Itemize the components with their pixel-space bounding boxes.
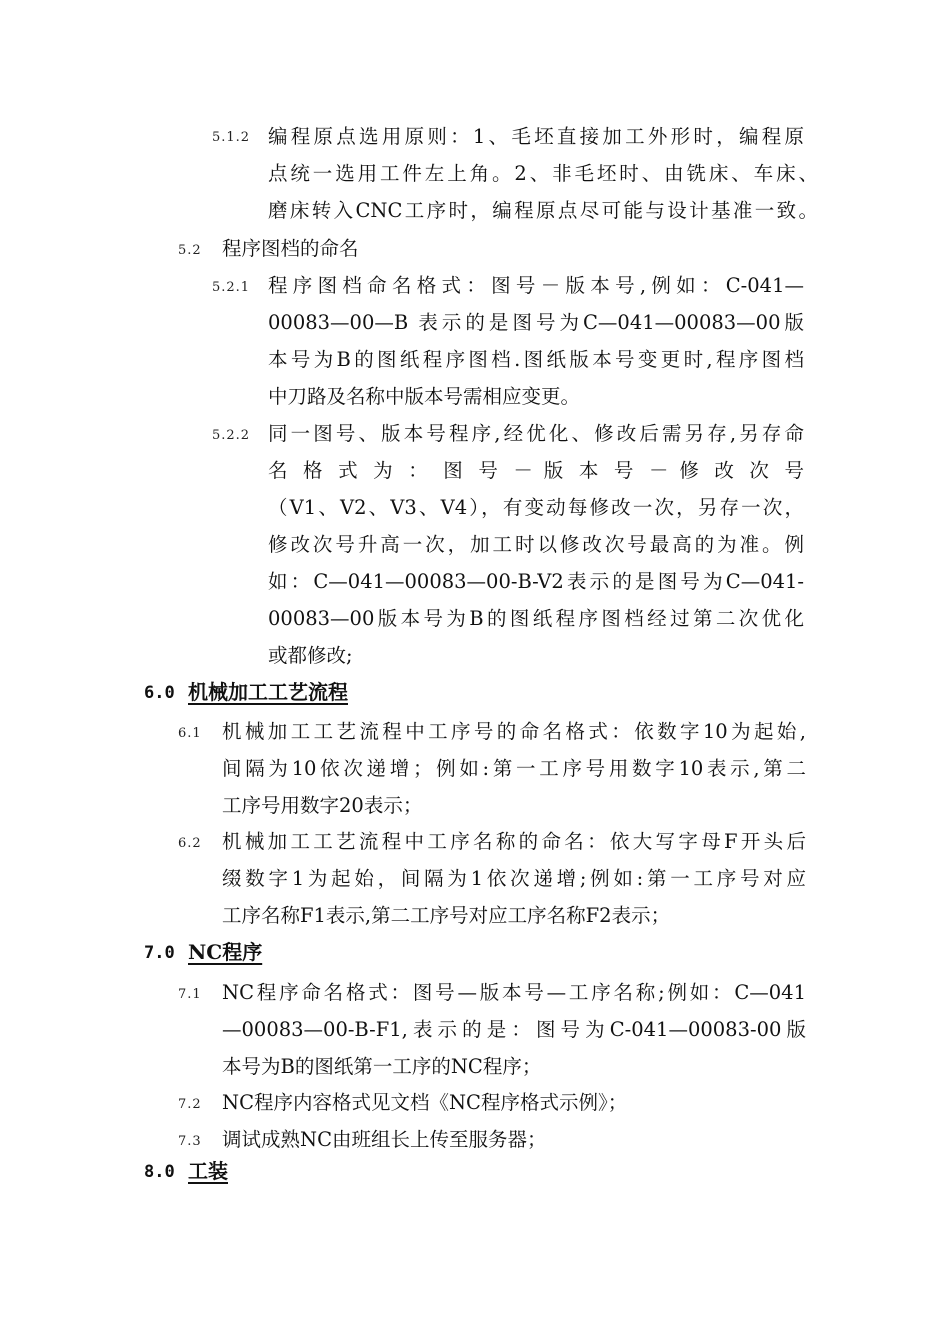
clause-number-5-2-2: 5.2.2 — [212, 428, 251, 443]
clause-number-6-1: 6.1 — [178, 726, 202, 741]
clause-6-2-line-1: 机械加工工艺流程中工序名称的命名：依大写字母F开头后 — [222, 830, 806, 853]
clause-number-5-2-1: 5.2.1 — [212, 280, 251, 295]
clause-7-2-line-1: NC程序内容格式见文档《NC程序格式示例》； — [222, 1091, 628, 1114]
clause-5-2-2-line-1: 同一图号、版本号程序,经优化、修改后需另存,另存命 — [268, 422, 804, 445]
clause-number-5-1-2: 5.1.2 — [212, 130, 251, 145]
clause-5-2-1-line-3: 本号为B的图纸程序图档.图纸版本号变更时,程序图档 — [268, 348, 804, 371]
section-title-8: 工装 — [188, 1159, 228, 1183]
section-number-7: 7.0 — [144, 943, 175, 963]
clause-number-6-2: 6.2 — [178, 836, 202, 851]
clause-number-7-1: 7.1 — [178, 987, 202, 1002]
clause-number-7-3: 7.3 — [178, 1134, 202, 1149]
clause-5-2-2-line-4: 修改次号升高一次，加工时以修改次号最高的为准。例 — [268, 533, 804, 556]
clause-6-1-line-3: 工序号用数字20表示； — [222, 794, 423, 817]
clause-5-1-2-line-1: 编程原点选用原则：1、毛坯直接加工外形时，编程原 — [268, 125, 804, 148]
clause-5-2-title: 程序图档的命名 — [222, 237, 359, 260]
section-title-7: NC程序 — [188, 940, 263, 964]
clause-5-1-2-line-3: 磨床转入CNC工序时，编程原点尽可能与设计基准一致。 — [268, 199, 818, 222]
clause-7-1-line-1: NC程序命名格式：图号—版本号—工序名称;例如：C—041 — [222, 981, 806, 1004]
section-number-6: 6.0 — [144, 683, 175, 703]
clause-number-5-2: 5.2 — [178, 243, 202, 258]
clause-5-1-2-line-2: 点统一选用工件左上角。2、非毛坯时、由铣床、车床、 — [268, 162, 818, 185]
clause-5-2-2-line-2: 名 格 式 为 ： 图 号 － 版 本 号 － 修 改 次 号 — [268, 459, 804, 482]
clause-7-3-line-1: 调试成熟NC由班组长上传至服务器； — [222, 1128, 547, 1151]
clause-5-2-2-line-3: （V1、V2、V3、V4），有变动每修改一次，另存一次， — [268, 496, 804, 519]
clause-7-1-line-2: —00083—00-B-F1,表示的是：图号为C-041—00083-00版 — [222, 1018, 806, 1041]
clause-5-2-1-line-4: 中刀路及名称中版本号需相应变更。 — [268, 385, 581, 408]
clause-5-2-1-line-1: 程序图档命名格式：图号－版本号,例如：C-041— — [268, 274, 804, 297]
clause-6-2-line-3: 工序名称F1表示,第二工序号对应工序名称F2表示； — [222, 904, 671, 927]
clause-6-2-line-2: 缀数字1为起始，间隔为1依次递增;例如:第一工序号对应 — [222, 867, 806, 890]
clause-5-2-1-line-2: 00083—00—B 表示的是图号为C—041—00083—00版 — [268, 311, 804, 334]
clause-7-1-line-3: 本号为B的图纸第一工序的NC程序； — [222, 1055, 542, 1078]
clause-5-2-2-line-5: 如：C—041—00083—00-B-V2表示的是图号为C—041- — [268, 570, 804, 593]
clause-6-1-line-1: 机械加工工艺流程中工序号的命名格式：依数字10为起始, — [222, 720, 806, 743]
section-number-8: 8.0 — [144, 1162, 175, 1182]
clause-6-1-line-2: 间隔为10依次递增；例如:第一工序号用数字10表示,第二 — [222, 757, 806, 780]
clause-number-7-2: 7.2 — [178, 1097, 202, 1112]
section-title-6: 机械加工工艺流程 — [188, 680, 348, 704]
clause-5-2-2-line-7: 或都修改; — [268, 644, 353, 667]
clause-5-2-2-line-6: 00083—00版本号为B的图纸程序图档经过第二次优化 — [268, 607, 804, 630]
